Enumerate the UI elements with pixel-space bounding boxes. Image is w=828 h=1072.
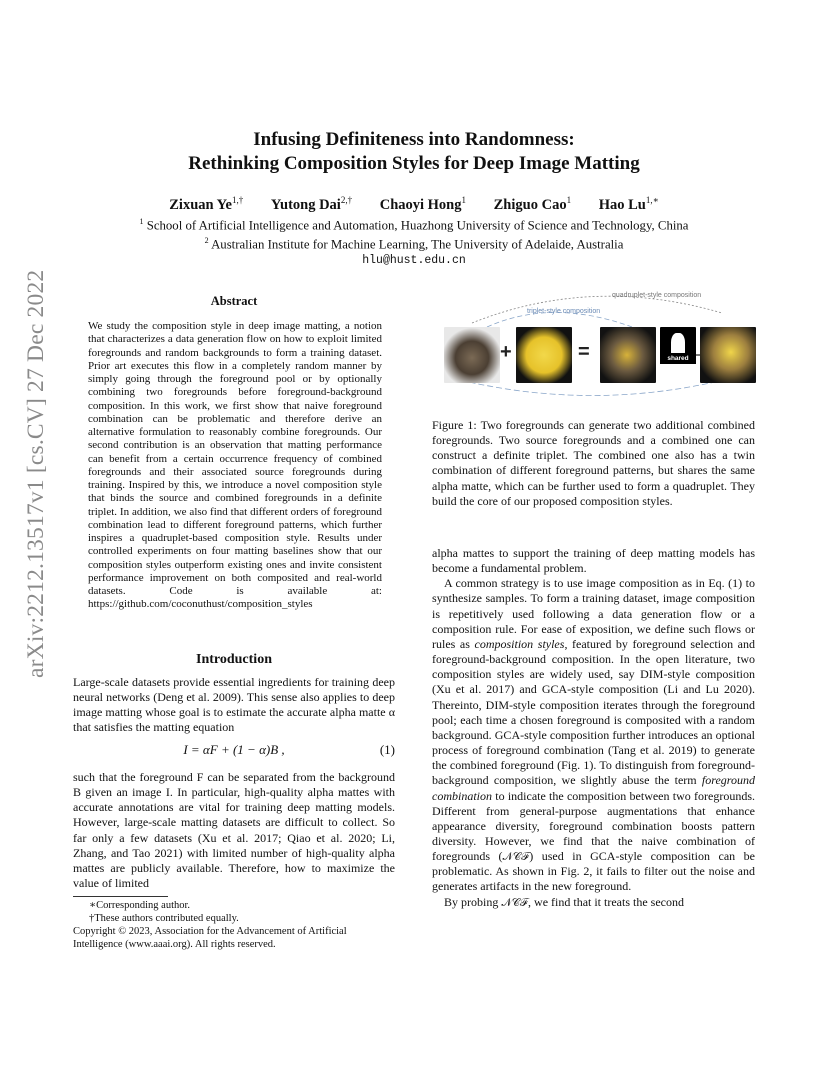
cat-foreground-image (444, 327, 500, 383)
contact-email: hlu@hust.edu.cn (362, 253, 466, 267)
affiliation-2: $^2$ Australian Institute for Machine Learning, The University of Adelaide, Australia (204, 236, 624, 252)
twin-combined-image (700, 327, 756, 383)
equals-sign: = (578, 341, 590, 363)
footnotes (73, 896, 395, 951)
abstract-text: We study the composition style in deep image matting, a notion that characterizes a data generation flow on how to exploit limited foregrounds and random backgrounds to form a training dataset. Prior art executes this flow in a completely random manner by simply going through the foreground pool or by optionally combining two foregrounds before foreground-background composition. In this work, we first show that naive foreground combination can be problematic and therefore derive an alternative formulation to reasonably combine foregrounds. Our second contribution is an observation that matting performance can benefit from a certain occurrence frequency of combined foregrounds and their associated source foregrounds during training. Inspired by this, we introduce a novel composition style that binds the source and combined foregrounds in a definite triplet. In addition, we also find that different orders of foreground combination lead to different foreground patterns, which further inspires a quadruplet-based composition style. Results under controlled experiments on four matting baselines show that our composition styles outperform existing ones and invite consistent performance improvement on both composited and real-world datasets. Code is available at: https://github.com/coconuthust/composition_styles (88, 320, 382, 611)
triplet-label: triplet-style composition (527, 308, 601, 315)
affiliations (90, 214, 738, 269)
affiliation-1: $^1$ School of Artificial Intelligence and Automation, Huazhong University of Science and Technology, China (139, 217, 689, 233)
lemon-foreground-image (516, 327, 572, 383)
abstract-heading: Abstract (210, 294, 258, 308)
quadruplet-label: quadruplet-style composition (612, 292, 702, 299)
intro-paragraph-1: Large-scale datasets provide essential ingredients for training deep neural networks (Deng et al. 2009). This sense also applies to deep image matting whose goal is to estimate the accurate alpha matte α that satisfies the matting equation (73, 675, 395, 735)
equation-expression: I = αF + (1 − α)B , (183, 742, 285, 757)
author: Yutong Dai$^{2,\dagger}$ (270, 195, 353, 213)
author: Zhiguo Cao$^1$ (493, 195, 572, 213)
equation-number: (1) (379, 742, 395, 757)
arxiv-identifier: arXiv:2212.13517v1 [cs.CV] 27 Dec 2022 (23, 269, 49, 678)
footnote-rule (73, 896, 168, 897)
right-paragraph-1: alpha mattes to support the training of deep matting models has become a fundamental problem. (432, 546, 755, 576)
shared-label: shared (660, 353, 696, 364)
copyright-line-2: Intelligence (www.aaai.org). All rights reserved. (73, 939, 276, 950)
paper-title (100, 128, 728, 176)
author: Hao $Lu^{1,∗}$ (598, 195, 659, 213)
figure-1 (432, 283, 755, 413)
introduction-heading: Introduction (196, 652, 272, 667)
arxiv-sidebar (21, 269, 51, 678)
right-paragraph-2: A common strategy is to use image composition as in Eq. (1) to synthesize samples. To form a training dataset, image composition is repetitively used following a data generation flow or a composition rule. For ease of exposition, we define such flows or rules as composition styles, featured by foreground selection and foreground-background composition. In the open literature, two composition styles are widely used, say DIM-style composition (Xu et al. 2017) and GCA-style composition (Li and Lu 2020). Thereinto, DIM-style composition iterates through the foreground pool; each time a chosen foreground is composited with a random background. GCA-style composition further introduces an optional process of foreground combination (Tang et al. 2019) to generate the combined foreground (Fig. 1). To distinguish from foreground-background composition, we slightly abuse the term foreground combination to indicate the composition between two foregrounds. Different from general-purpose augmentations that enhance appearance diversity, foreground combination boosts pattern diversity. However, we find that the naive combination of foregrounds (𝒩𝒞ℱ) used in GCA-style composition can be problematic. As shown in Fig. 2, it fails to filter out the noise and generates artifacts in the new foreground. (432, 576, 755, 894)
right-column-body (432, 546, 755, 910)
copyright-line-1: Copyright © 2023, Association for the Advancement of Artificial (73, 926, 347, 937)
right-paragraph-3: By probing 𝒩𝒞ℱ, we find that it treats the second (444, 894, 684, 909)
figure-1-caption: Figure 1: Two foregrounds can generate two additional combined foregrounds. Two source foregrounds and a combined one can construct a definite triplet. The combined one also has a twin combination of different foreground patterns, but shares the same alpha matte, which can be further used to form a quadruplet. They build the core of our proposed composition styles. (432, 418, 755, 508)
title-line-1: Infusing Definiteness into Randomness: (253, 129, 575, 150)
intro-paragraph-2: such that the foreground F can be separated from the background B given an image I. In particular, high-quality alpha mattes with accurate annotations are vital for training deep matting models. However, large-scale matting datasets are difficult to collect. So far only a few datasets (Xu et al. 2017; Qiao et al. 2020; Li, Zhang, and Tao 2021) with limited number of high-quality alpha mattes are publicly available. Therefore, how to maximize the value of limited (73, 770, 395, 891)
footnote-corresponding: ∗Corresponding author. (89, 900, 191, 911)
combined-foreground-image (600, 327, 656, 383)
author: Chaoyi Hong$^1$ (379, 195, 467, 213)
author-list (100, 190, 728, 215)
plus-sign: + (500, 341, 512, 363)
author: Zixuan $Ye^{1,\dagger}$ (169, 195, 244, 213)
footnote-equal-contribution: †These authors contributed equally. (89, 913, 239, 924)
title-line-2: Rethinking Composition Styles for Deep Image Matting (188, 153, 640, 174)
